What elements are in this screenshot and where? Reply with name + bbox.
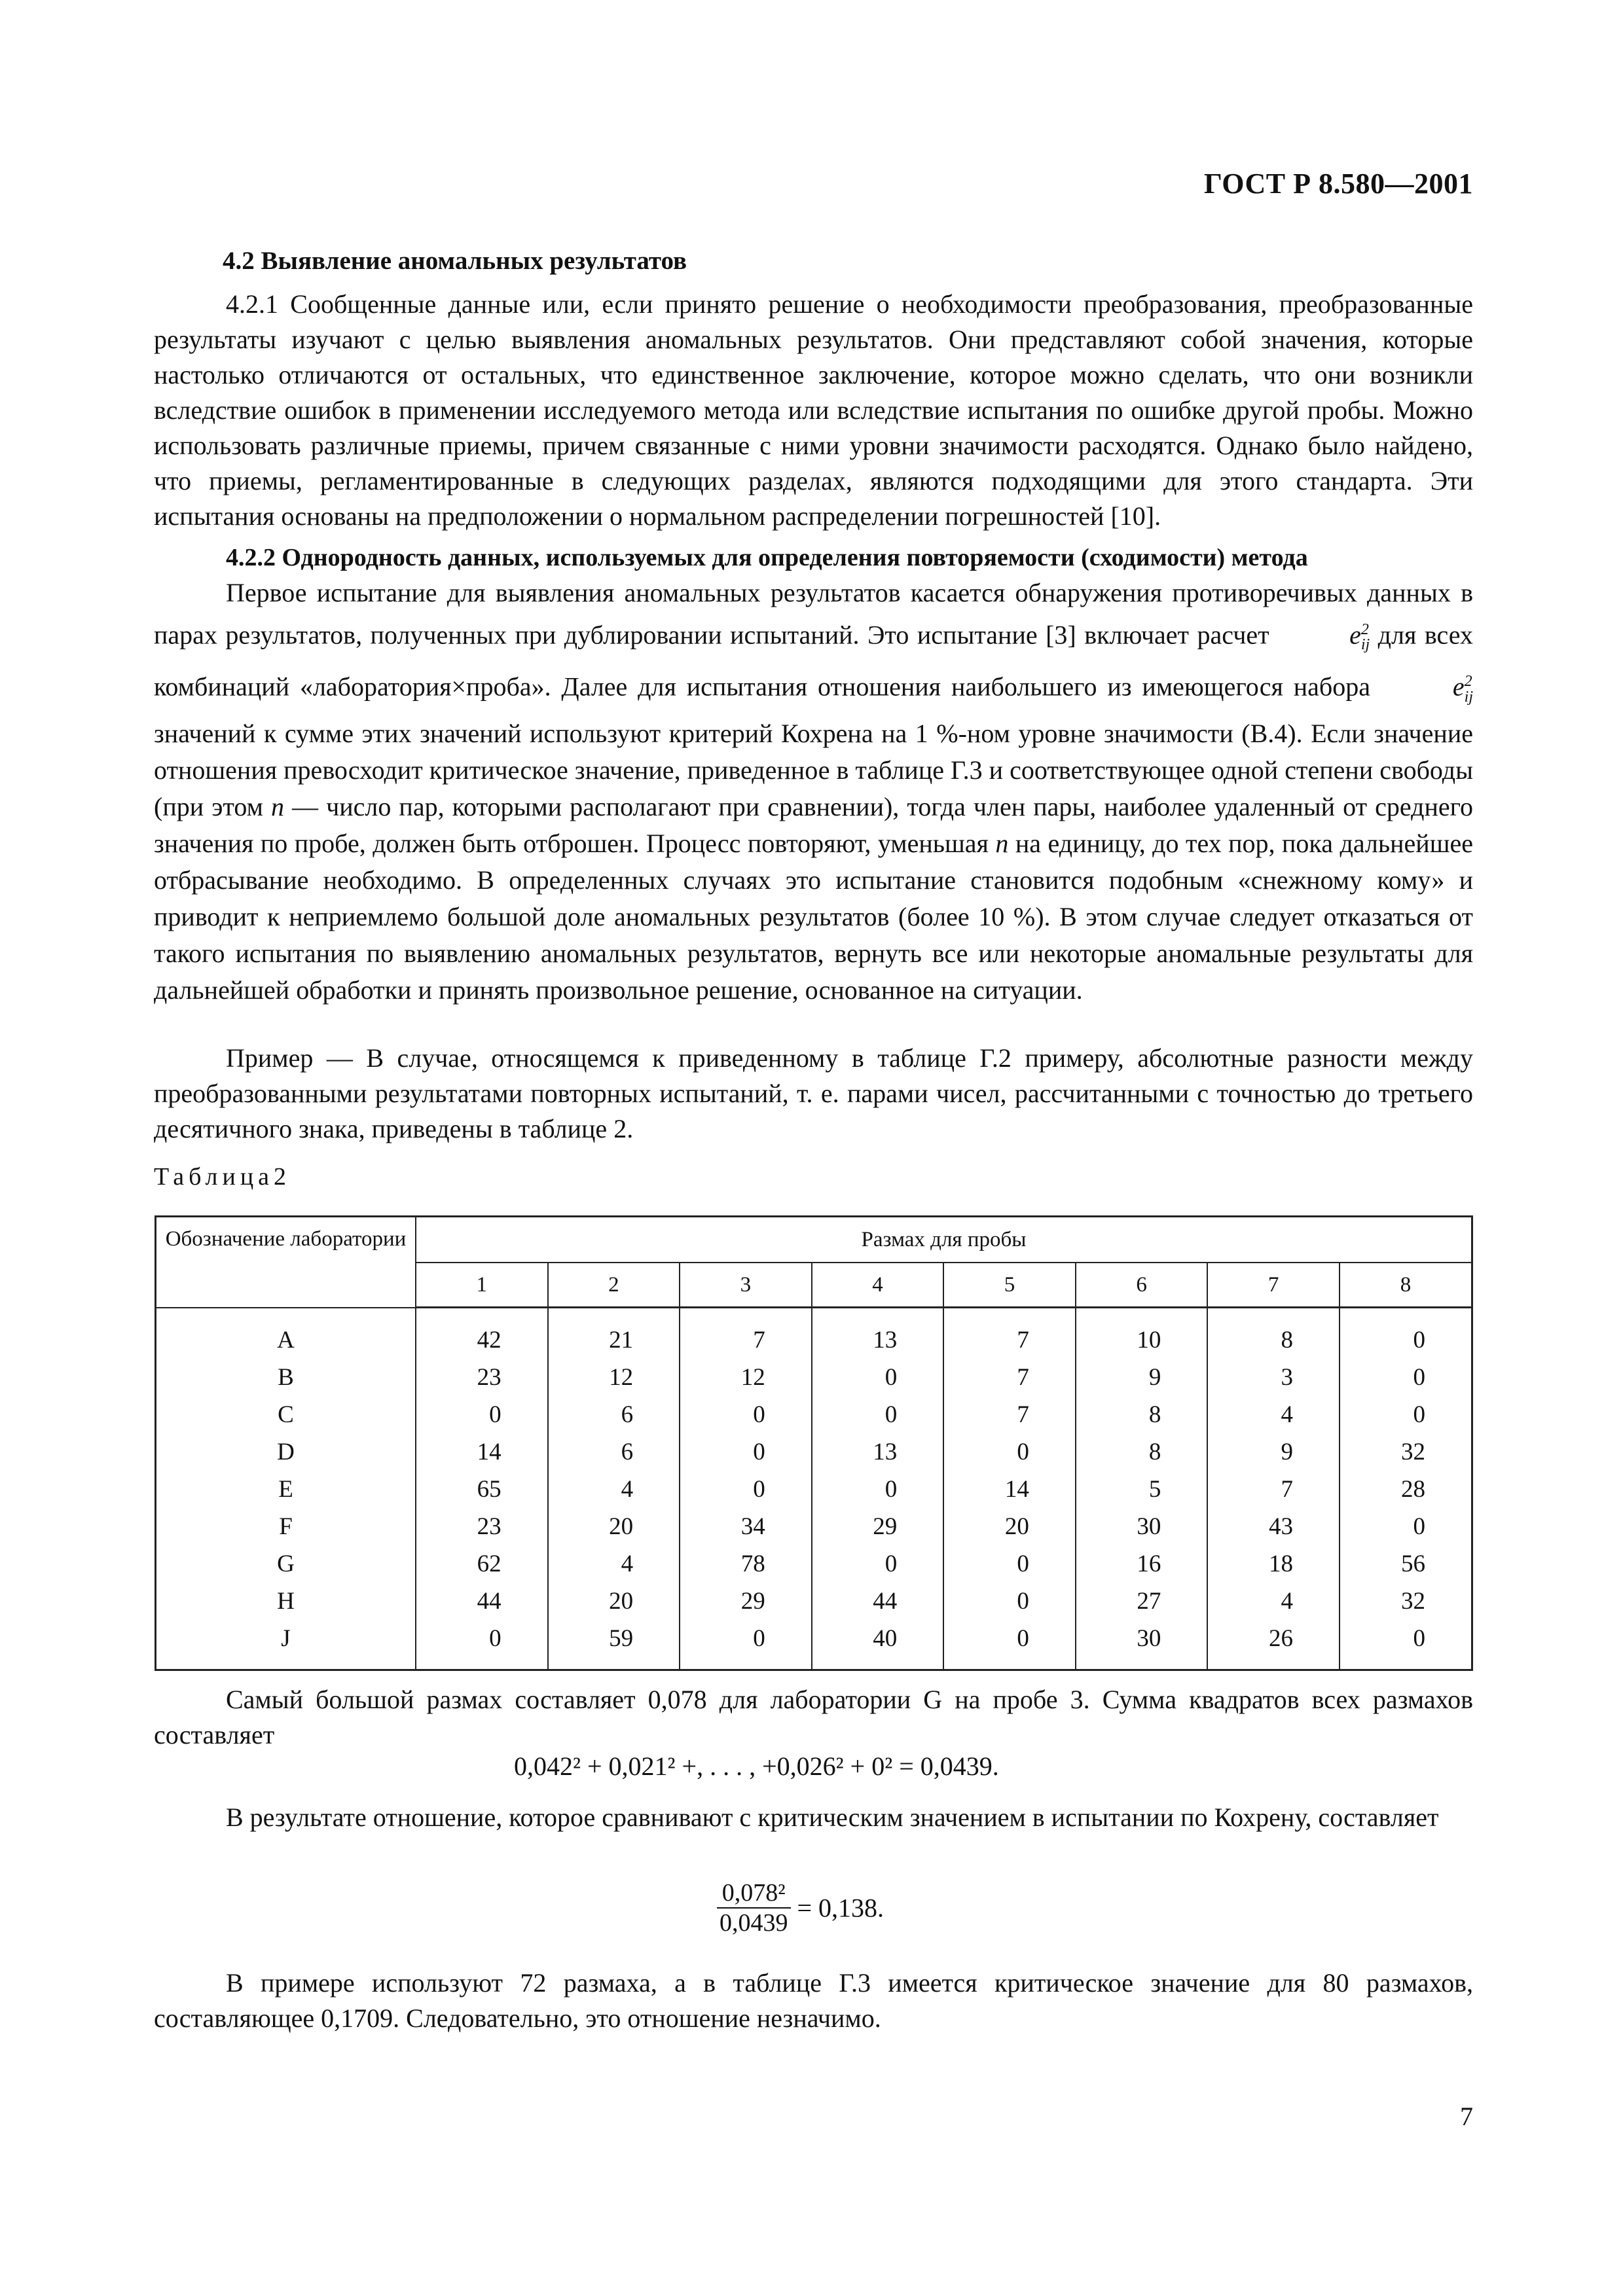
range-value-cell: 62	[416, 1545, 548, 1583]
range-value-cell: 0	[1340, 1359, 1472, 1396]
table-row	[156, 1396, 1472, 1433]
range-value-cell: 9	[1207, 1433, 1340, 1471]
range-value-cell: 0	[416, 1396, 548, 1433]
range-value-cell: 0	[416, 1620, 548, 1670]
table-row	[156, 1359, 1472, 1396]
range-value-cell: 0	[680, 1396, 812, 1433]
n-symbol: n	[995, 828, 1009, 858]
table-row	[156, 1433, 1472, 1471]
range-value-cell: 0	[943, 1620, 1076, 1670]
range-value-cell: 21	[548, 1308, 680, 1359]
lab-cell: B	[156, 1359, 416, 1396]
range-value-cell: 34	[680, 1508, 812, 1545]
range-value-cell: 7	[943, 1308, 1076, 1359]
range-value-cell: 59	[548, 1620, 680, 1670]
subsection-heading: 4.2.2 Однородность данных, используемых для определения повторяемости (сходимости) метода	[226, 544, 1308, 571]
range-value-cell: 32	[1340, 1583, 1472, 1620]
range-value-cell: 56	[1340, 1545, 1472, 1583]
sample-column-header: 3	[680, 1263, 812, 1308]
eij-symbol: $e^2_{ij}$	[1452, 672, 1474, 706]
table-caption: Таблица2	[154, 1163, 291, 1191]
p2-part-e: на единицу, до тех пор, пока дальнейшее отбрасывание необходимо. В определенных случаях это испытание становится подобным «снежному кому» и приводит к неприемлемо большой доле аномальных результатов (более 10 %). В этом случае следует отказаться от такого испытания по выявлению аномальных результатов, вернуть все или некоторые аномальные результаты для дальнейшей обработки и принять произвольное решение, основанное на ситуации.	[154, 828, 1473, 1005]
range-value-cell: 27	[1076, 1583, 1208, 1620]
range-value-cell: 44	[812, 1583, 944, 1620]
range-value-cell: 9	[1076, 1359, 1208, 1396]
sum-of-squares-formula: 0,042² + 0,021² +, . . . , +0,026² + 0² = 0,0439.	[514, 1751, 999, 1781]
sample-column-header: 1	[416, 1263, 548, 1308]
lab-cell: J	[156, 1620, 416, 1670]
range-value-cell: 0	[680, 1620, 812, 1670]
table-row	[156, 1583, 1472, 1620]
range-value-cell: 7	[943, 1396, 1076, 1433]
range-value-cell: 65	[416, 1471, 548, 1508]
range-value-cell: 28	[1340, 1471, 1472, 1508]
range-value-cell: 4	[548, 1545, 680, 1583]
lab-cell: A	[156, 1308, 416, 1359]
eij-symbol: $e^2_{ij}$	[1349, 620, 1370, 654]
range-value-cell: 26	[1207, 1620, 1340, 1670]
ratio-formula	[717, 1878, 884, 1937]
lab-cell: G	[156, 1545, 416, 1583]
range-value-cell: 0	[680, 1433, 812, 1471]
range-value-cell: 0	[943, 1545, 1076, 1583]
range-value-cell: 0	[1340, 1620, 1472, 1670]
range-value-cell: 42	[416, 1308, 548, 1359]
range-value-cell: 20	[548, 1508, 680, 1545]
range-value-cell: 3	[1207, 1359, 1340, 1396]
range-value-cell: 12	[680, 1359, 812, 1396]
after-table-paragraph-1: Самый большой размах составляет 0,078 для лаборатории G на пробе 3. Сумма квадратов всех размахов составляет	[154, 1685, 1473, 1749]
after-table-paragraph-3: В примере используют 72 размаха, а в таблице Г.3 имеется критическое значение для 80 размахов, составляющее 0,1709. Следовательно, это отношение незначимо.	[154, 1968, 1473, 2033]
lab-cell: E	[156, 1471, 416, 1508]
table-row	[156, 1545, 1472, 1583]
p2-part-c: значений к сумме этих значений используют критерий Кохрена на 1 %-ном уровне значимости (В.4). Если значение отношения превосходит критическое значение, приведенное в таблице Г.3 и соответствующее одной степени свободы (при этом	[154, 718, 1473, 821]
range-value-cell: 4	[1207, 1583, 1340, 1620]
range-value-cell: 7	[680, 1308, 812, 1359]
after-table-paragraph-2: В результате отношение, которое сравнивают с критическим значением в испытании по Кохрену, составляет	[226, 1803, 1439, 1832]
range-value-cell: 0	[680, 1471, 812, 1508]
range-value-cell: 0	[812, 1359, 944, 1396]
group-header: Размах для пробы	[416, 1217, 1472, 1263]
sample-column-header: 4	[812, 1263, 944, 1308]
range-value-cell: 30	[1076, 1620, 1208, 1670]
range-value-cell: 18	[1207, 1545, 1340, 1583]
range-value-cell: 6	[548, 1396, 680, 1433]
range-value-cell: 4	[548, 1471, 680, 1508]
lab-cell: F	[156, 1508, 416, 1545]
range-value-cell: 32	[1340, 1433, 1472, 1471]
range-value-cell: 0	[812, 1545, 944, 1583]
table-row	[156, 1620, 1472, 1670]
range-value-cell: 29	[680, 1583, 812, 1620]
sample-column-header: 7	[1207, 1263, 1340, 1308]
range-value-cell: 0	[943, 1433, 1076, 1471]
range-value-cell: 20	[943, 1508, 1076, 1545]
sample-column-header: 5	[943, 1263, 1076, 1308]
range-value-cell: 30	[1076, 1508, 1208, 1545]
range-value-cell: 14	[416, 1433, 548, 1471]
paragraph-4-2-1: 4.2.1 Сообщенные данные или, если принято решение о необходимости преобразования, преобразованные результаты изучают с целью выявления аномальных результатов. Они представляют собой значения, которые настолько отличаются от остальных, что единственное заключение, которое можно сделать, что они возникли вследствие ошибок в применении исследуемого метода или вследствие испытания по ошибке другой пробы. Можно использовать различные приемы, причем связанные с ними уровни значимости расходятся. Однако было найдено, что приемы, регламентированные в следующих разделах, являются подходящими для этого стандарта. Эти испытания основаны на предположении о нормальном распределении погрешностей [10].	[154, 289, 1473, 531]
range-value-cell: 13	[812, 1308, 944, 1359]
p2-part-b: для всех комбинаций «лаборатория×проба». Далее для испытания отношения наибольшего из имеющегося набора	[154, 620, 1474, 702]
lab-cell: H	[156, 1583, 416, 1620]
range-value-cell: 44	[416, 1583, 548, 1620]
range-value-cell: 8	[1207, 1308, 1340, 1359]
paragraph-4-2-2	[154, 575, 1473, 1009]
range-value-cell: 4	[1207, 1396, 1340, 1433]
range-value-cell: 5	[1076, 1471, 1208, 1508]
lab-cell: C	[156, 1396, 416, 1433]
range-value-cell: 29	[812, 1508, 944, 1545]
data-table	[155, 1215, 1473, 1671]
range-value-cell: 0	[812, 1471, 944, 1508]
range-value-cell: 14	[943, 1471, 1076, 1508]
ratio-result: = 0,138.	[797, 1893, 884, 1923]
range-value-cell: 0	[943, 1583, 1076, 1620]
sample-column-header: 6	[1076, 1263, 1208, 1308]
page-number: 7	[1460, 2102, 1473, 2131]
p2-part-d: — число пар, которыми располагают при сравнении), тогда член пары, наиболее удаленный от среднего значения по пробе, должен быть отброшен. Процесс повторяют, уменьшая	[154, 791, 1474, 858]
section-heading: 4.2 Выявление аномальных результатов	[223, 247, 687, 275]
lab-column-header: Обозначение лаборатории	[156, 1217, 416, 1308]
ratio-numerator: 0,078²	[717, 1878, 791, 1909]
p2-part-a: Первое испытание для выявления аномальных результатов касается обнаружения противоречивых данных в парах результатов, полученных при дублировании испытаний. Это испытание [3] включает расчет	[154, 578, 1473, 650]
range-value-cell: 23	[416, 1508, 548, 1545]
example-paragraph: Пример — В случае, относящемся к приведенному в таблице Г.2 примеру, абсолютные разности между преобразованными результатами повторных испытаний, т. е. парами чисел, рассчитанными с точностью до третьего десятичного знака, приведены в таблице 2.	[154, 1043, 1473, 1143]
range-value-cell: 20	[548, 1583, 680, 1620]
range-value-cell: 0	[1340, 1508, 1472, 1545]
range-value-cell: 0	[1340, 1308, 1472, 1359]
table-row	[156, 1471, 1472, 1508]
sample-column-header: 2	[548, 1263, 680, 1308]
table-row	[156, 1508, 1472, 1545]
range-value-cell: 8	[1076, 1396, 1208, 1433]
range-value-cell: 16	[1076, 1545, 1208, 1583]
range-value-cell: 23	[416, 1359, 548, 1396]
sample-column-header: 8	[1340, 1263, 1472, 1308]
document-standard-code: ГОСТ Р 8.580—2001	[1203, 168, 1473, 200]
range-value-cell: 10	[1076, 1308, 1208, 1359]
range-value-cell: 0	[1340, 1396, 1472, 1433]
range-value-cell: 8	[1076, 1433, 1208, 1471]
range-value-cell: 7	[943, 1359, 1076, 1396]
range-value-cell: 7	[1207, 1471, 1340, 1508]
table-row	[156, 1308, 1472, 1359]
range-value-cell: 12	[548, 1359, 680, 1396]
range-value-cell: 13	[812, 1433, 944, 1471]
lab-cell: D	[156, 1433, 416, 1471]
range-value-cell: 0	[812, 1396, 944, 1433]
n-symbol: n	[270, 791, 284, 821]
ratio-denominator: 0,0439	[720, 1909, 788, 1937]
range-value-cell: 6	[548, 1433, 680, 1471]
range-value-cell: 78	[680, 1545, 812, 1583]
range-value-cell: 43	[1207, 1508, 1340, 1545]
range-value-cell: 40	[812, 1620, 944, 1670]
